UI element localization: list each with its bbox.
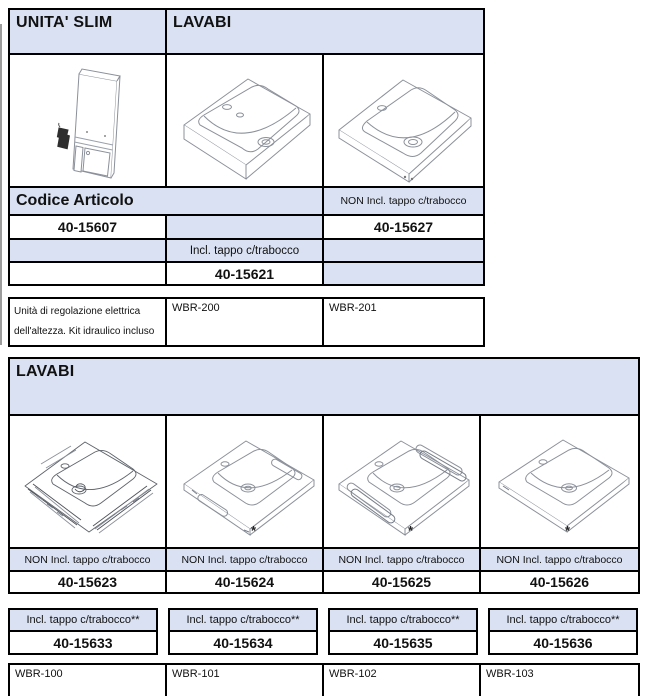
code-40-15636: 40-15636 — [490, 632, 636, 653]
code-40-15633: 40-15633 — [10, 632, 156, 653]
codice-articolo-label: Codice Articolo — [9, 187, 323, 215]
incl-cell-3 — [328, 608, 478, 655]
code-40-15624: 40-15624 — [166, 571, 323, 593]
unita-slim-lavabi-table — [8, 8, 485, 286]
regolazione-desc-line2: dell'altezza. Kit idraulico incluso — [14, 325, 155, 337]
wbr-table — [8, 663, 640, 696]
empty-cell — [323, 239, 484, 262]
asterisk-basin-2: * — [250, 523, 257, 538]
code-40-15625: 40-15625 — [323, 571, 480, 593]
incl-cell-2 — [168, 608, 318, 655]
rect-basin-image-cell — [166, 54, 323, 187]
basin-with-corner-grips-drawing — [170, 426, 320, 538]
code-wbr-201: WBR-201 — [323, 298, 484, 346]
page-edge-line — [0, 24, 2, 345]
square-basin-image-cell — [323, 54, 484, 187]
code-wbr-103: WBR-103 — [480, 664, 639, 696]
basin-with-towel-rails-drawing — [13, 426, 163, 538]
regolazione-description — [9, 298, 166, 346]
code-40-15623: 40-15623 — [9, 571, 166, 593]
non-incl-label-4: NON Incl. tappo c/trabocco — [480, 548, 639, 571]
incl-label-top: Incl. tappo c/trabocco — [166, 239, 323, 262]
non-incl-label-2: NON Incl. tappo c/trabocco — [166, 548, 323, 571]
asterisk-basin-3: * — [407, 523, 414, 538]
incl-label-1: Incl. tappo c/trabocco** — [10, 610, 156, 632]
empty-cell — [323, 262, 484, 285]
lavabi-bottom-header: LAVABI — [9, 358, 639, 415]
basin-with-side-rails-drawing — [327, 426, 477, 538]
incl-label-3: Incl. tappo c/trabocco** — [330, 610, 476, 632]
incl-tappo-strip — [8, 608, 638, 655]
code-40-15634: 40-15634 — [170, 632, 316, 653]
code-wbr-200: WBR-200 — [166, 298, 323, 346]
code-40-15627: 40-15627 — [323, 215, 484, 239]
code-40-15621: 40-15621 — [166, 262, 323, 285]
code-40-15607: 40-15607 — [9, 215, 166, 239]
slim-unit-image-cell — [9, 54, 166, 187]
incl-cell-1 — [8, 608, 158, 655]
regolazione-table — [8, 297, 485, 347]
incl-label-2: Incl. tappo c/trabocco** — [170, 610, 316, 632]
empty-cell — [166, 215, 323, 239]
slim-height-adjustment-unit-drawing — [13, 58, 163, 184]
lavabi-header: LAVABI — [166, 9, 484, 54]
unita-slim-header: UNITA' SLIM — [9, 9, 166, 54]
rectangular-basin-drawing — [170, 58, 320, 184]
code-wbr-101: WBR-101 — [166, 664, 323, 696]
code-40-15626: 40-15626 — [480, 571, 639, 593]
code-wbr-100: WBR-100 — [9, 664, 166, 696]
plain-basin-drawing — [485, 426, 635, 538]
code-40-15635: 40-15635 — [330, 632, 476, 653]
non-incl-label-3: NON Incl. tappo c/trabocco — [323, 548, 480, 571]
asterisk-basin-4: * — [564, 523, 571, 538]
empty-cell — [9, 262, 166, 285]
non-incl-label-top: NON Incl. tappo c/trabocco — [323, 187, 484, 215]
code-wbr-102: WBR-102 — [323, 664, 480, 696]
basin1-image-cell — [9, 415, 166, 548]
regolazione-desc-line1: Unità di regolazione elettrica — [14, 306, 141, 317]
incl-cell-4 — [488, 608, 638, 655]
non-incl-label-1: NON Incl. tappo c/trabocco — [9, 548, 166, 571]
empty-cell — [9, 239, 166, 262]
square-basin-drawing — [327, 58, 481, 184]
incl-label-4: Incl. tappo c/trabocco** — [490, 610, 636, 632]
